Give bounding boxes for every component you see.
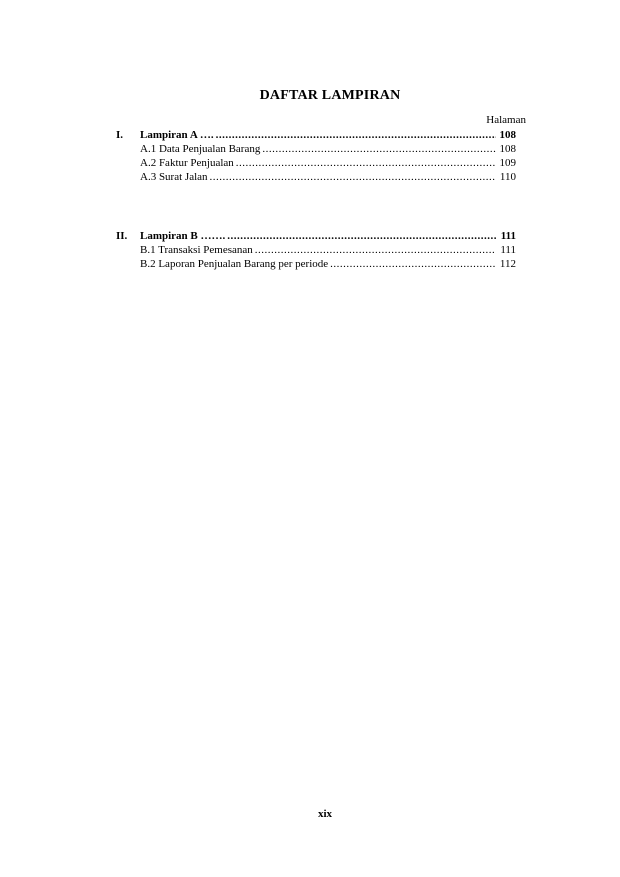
item-page: 109 — [499, 157, 516, 169]
section-page: 111 — [500, 230, 516, 242]
dot-leader — [210, 170, 496, 184]
section-lampiran-b — [116, 229, 516, 271]
section-heading-row — [116, 128, 516, 142]
item-page: 112 — [499, 258, 516, 270]
page-number: xix — [317, 808, 333, 820]
list-item — [116, 257, 516, 271]
dot-leader — [255, 243, 496, 257]
dot-leader — [236, 156, 496, 170]
item-label: B.1 Transaksi Pemesanan — [140, 244, 253, 256]
item-page: 111 — [500, 244, 516, 256]
item-label: A.1 Data Penjualan Barang — [140, 143, 261, 155]
section-heading: Lampiran B ……. — [140, 230, 226, 242]
item-label: B.2 Laporan Penjualan Barang per periode — [140, 258, 329, 270]
section-heading-row — [116, 229, 516, 243]
section-number: I. — [116, 129, 124, 141]
list-item — [116, 243, 516, 257]
item-page: 108 — [499, 143, 516, 155]
dot-leader — [216, 128, 496, 142]
dot-leader — [330, 257, 496, 271]
section-page: 108 — [499, 129, 516, 141]
list-item — [116, 170, 516, 184]
dot-leader — [262, 142, 496, 156]
page-title: DAFTAR LAMPIRAN — [259, 88, 401, 103]
section-heading: Lampiran A …. — [140, 129, 214, 141]
item-page: 110 — [499, 171, 516, 183]
item-label: A.3 Surat Jalan — [140, 171, 208, 183]
page-column-header: Halaman — [486, 114, 526, 126]
dot-leader — [227, 229, 496, 243]
section-number: II. — [116, 230, 128, 242]
item-label: A.2 Faktur Penjualan — [140, 157, 234, 169]
list-item — [116, 142, 516, 156]
section-lampiran-a — [116, 128, 516, 184]
list-item — [116, 156, 516, 170]
